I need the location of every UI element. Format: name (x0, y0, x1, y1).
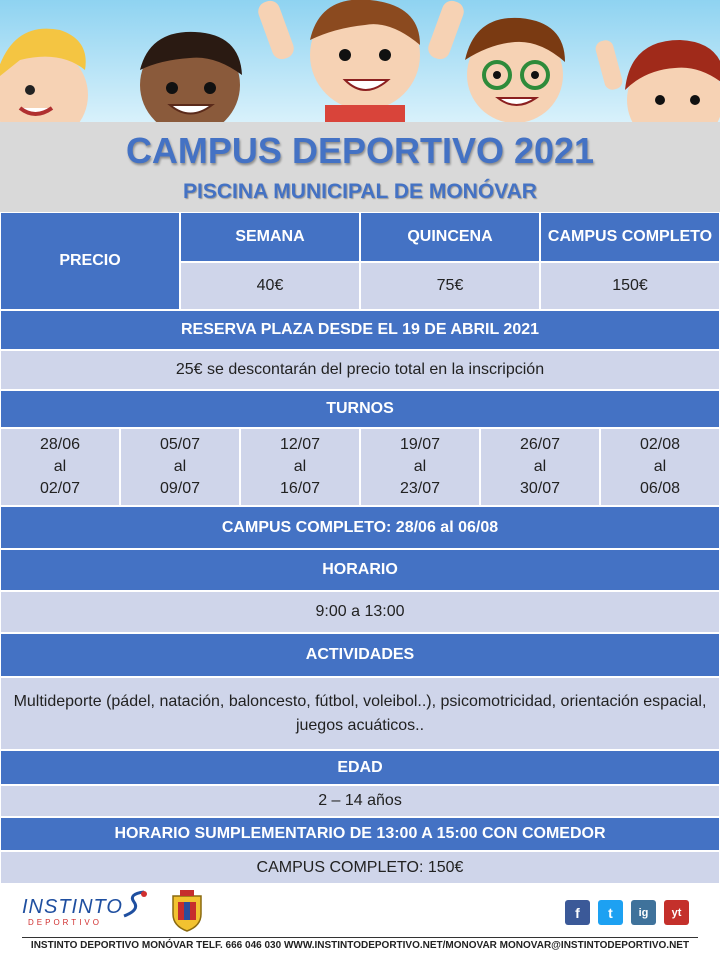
instinto-logo (22, 896, 152, 930)
shift-item (360, 428, 480, 506)
shift-item (240, 428, 360, 506)
kids-banner (0, 0, 720, 122)
schedule-heading: HORARIO (0, 549, 720, 591)
shifts-heading: TURNOS (0, 390, 720, 428)
price-value-week: 40€ (180, 262, 360, 310)
shift-sep: al (413, 458, 427, 475)
age-value: 2 – 14 años (0, 785, 720, 817)
shift-end: 02/07 (39, 480, 81, 497)
shift-end: 16/07 (279, 480, 321, 497)
shift-start: 19/07 (399, 436, 441, 453)
shift-item (480, 428, 600, 506)
shift-end: 23/07 (399, 480, 441, 497)
price-column-full: CAMPUS COMPLETO (540, 212, 720, 262)
price-label: PRECIO (0, 212, 180, 310)
shift-start: 02/08 (639, 436, 681, 453)
price-column-week: SEMANA (180, 212, 360, 262)
price-value-full: 150€ (540, 262, 720, 310)
shift-item (600, 428, 720, 506)
logo-swoosh-icon (120, 890, 150, 920)
shift-sep: al (653, 458, 667, 475)
title-block (0, 122, 720, 212)
logo-subtext: DEPORTIVO (28, 918, 102, 927)
reservation-note: 25€ se descontarán del precio total en la inscripción (0, 350, 720, 390)
full-campus-dates: CAMPUS COMPLETO: 28/06 al 06/08 (0, 506, 720, 549)
twitter-icon[interactable]: t (598, 900, 623, 925)
activities-heading: ACTIVIDADES (0, 633, 720, 677)
shift-end: 30/07 (519, 480, 561, 497)
shift-start: 26/07 (519, 436, 561, 453)
shift-sep: al (533, 458, 547, 475)
price-value-fortnight: 75€ (360, 262, 540, 310)
footer-divider (22, 937, 698, 938)
shift-sep: al (293, 458, 307, 475)
footer-contact: INSTINTO DEPORTIVO MONÓVAR TELF. 666 046 030 WWW.INSTINTODEPORTIVO.NET/MONOVAR MONOVAR@INSTINTODEPORTIVO.NET (30, 940, 690, 951)
facebook-icon[interactable]: f (565, 900, 590, 925)
shift-start: 28/06 (39, 436, 81, 453)
shift-end: 09/07 (159, 480, 201, 497)
reservation-heading: RESERVA PLAZA DESDE EL 19 DE ABRIL 2021 (0, 310, 720, 350)
price-column-fortnight: QUINCENA (360, 212, 540, 262)
activities-value: Multideporte (pádel, natación, baloncesto, fútbol, voleibol..), psicomotricidad, orientación espacial, juegos acuáticos.. (0, 677, 720, 750)
age-heading: EDAD (0, 750, 720, 785)
page-title: CAMPUS DEPORTIVO 2021 (125, 130, 595, 171)
page-subtitle: PISCINA MUNICIPAL DE MONÓVAR (183, 180, 537, 203)
supplement-heading: HORARIO SUMPLEMENTARIO DE 13:00 A 15:00 CON COMEDOR (0, 817, 720, 851)
shift-start: 12/07 (279, 436, 321, 453)
shift-item (120, 428, 240, 506)
logo-text: INSTINTO (22, 896, 123, 918)
shift-item (0, 428, 120, 506)
kids-illustration (0, 0, 720, 122)
schedule-value: 9:00 a 13:00 (0, 591, 720, 633)
shift-sep: al (53, 458, 67, 475)
supplement-value: CAMPUS COMPLETO: 150€ (0, 851, 720, 884)
shift-end: 06/08 (639, 480, 681, 497)
youtube-icon[interactable]: yt (664, 900, 689, 925)
instagram-icon[interactable]: ig (631, 900, 656, 925)
shift-start: 05/07 (159, 436, 201, 453)
municipal-shield-icon (170, 890, 204, 932)
shift-sep: al (173, 458, 187, 475)
